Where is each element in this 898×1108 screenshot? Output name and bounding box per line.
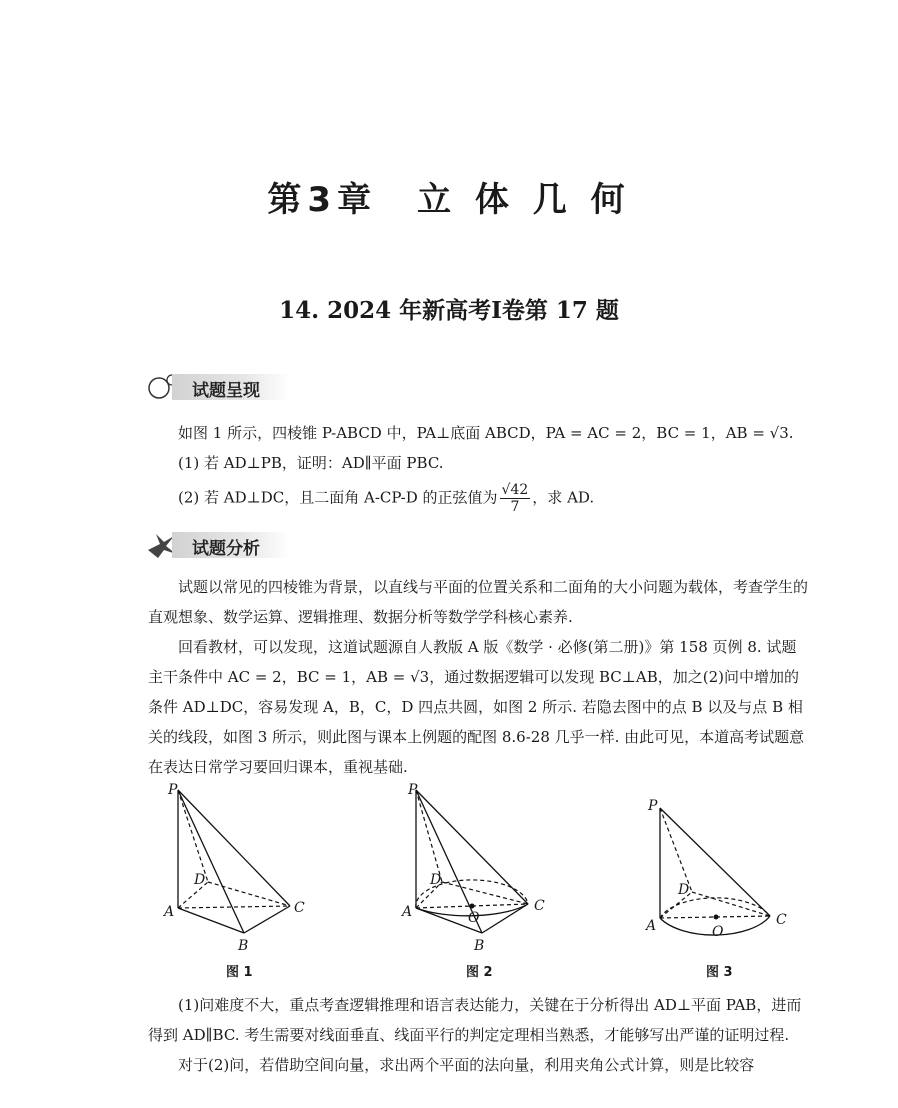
problem-line-3-tail: ，求 AD. bbox=[532, 488, 595, 507]
analysis-paragraph-2: 回看教材，可以发现，这道试题源自人教版 A 版《数学 · 必修(第二册)》第 158 页例 8. 试题主干条件中 AC = 2，BC = 1，AB = √3，通过数据逻辑可以发现 BC⊥AB，加之(2)问中增加的条件 AD⊥DC，容易发现 A，B，C，D 四点共圆，如图 2 所示. 若隐去图中的点 B 以及与点 B 相关的线段，如图 3 所示，则此图与课本上例题的配图 8.6-28 几乎一样. 由此可见，本道高考试题意在表达日常学习要回归课本，重视基础. bbox=[148, 638, 805, 776]
problem-statement bbox=[178, 418, 808, 515]
section-label: 试题呈现 bbox=[192, 381, 260, 401]
fraction-numerator: √42 bbox=[501, 482, 529, 498]
label-C: C bbox=[534, 898, 545, 914]
label-D: D bbox=[678, 882, 690, 898]
label-P: P bbox=[408, 782, 418, 798]
label-A: A bbox=[164, 904, 175, 920]
label-C: C bbox=[294, 900, 305, 916]
figure-3 bbox=[644, 798, 787, 980]
problem-line-3 bbox=[178, 482, 808, 515]
label-P: P bbox=[168, 782, 178, 798]
fraction-denominator: 7 bbox=[510, 499, 520, 515]
label-O: O bbox=[712, 924, 724, 940]
problem-title: 14. 2024 年新高考Ⅰ卷第 17 题 bbox=[279, 297, 619, 324]
analysis-paragraph-1: 试题以常见的四棱锥为背景，以直线与平面的位置关系和二面角的大小问题为载体，考查学生的直观想象、数学运算、逻辑推理、数据分析等数学学科核心素养. bbox=[148, 578, 809, 626]
problem-line-3-head: (2) 若 AD⊥DC，且二面角 A-CP-D 的正弦值为 bbox=[178, 488, 498, 507]
figure-2-caption: 图 2 bbox=[466, 965, 493, 980]
analysis-text-continued bbox=[148, 990, 810, 1080]
problem-line-2: (1) 若 AD⊥PB，证明：AD∥平面 PBC. bbox=[178, 454, 444, 472]
fraction bbox=[500, 482, 531, 515]
chapter-title: 第3章 立 体 几 何 bbox=[267, 180, 631, 220]
figures bbox=[150, 778, 830, 988]
problem-line-1: 如图 1 所示，四棱锥 P-ABCD 中，PA⊥底面 ABCD，PA = AC = 2，BC = 1，AB = √3. bbox=[178, 424, 794, 442]
section-header-problem bbox=[146, 374, 306, 400]
figure-1-caption: 图 1 bbox=[226, 965, 253, 980]
label-C: C bbox=[776, 912, 787, 928]
analysis-paragraph-3: (1)问难度不大，重点考查逻辑推理和语言表达能力，关键在于分析得出 AD⊥平面 PAB，进而得到 AD∥BC. 考生需要对线面垂直、线面平行的判定定理相当熟悉，才能够写出严谨的证明过程. bbox=[148, 996, 802, 1044]
analysis-paragraph-4: 对于(2)问，若借助空间向量，求出两个平面的法向量，利用夹角公式计算，则是比较容 bbox=[178, 1056, 755, 1074]
analysis-text bbox=[148, 572, 810, 782]
label-A: A bbox=[646, 918, 657, 934]
label-D: D bbox=[430, 872, 442, 888]
figure-1 bbox=[162, 782, 305, 980]
label-B: B bbox=[474, 938, 485, 954]
figure-3-caption: 图 3 bbox=[706, 965, 733, 980]
label-A: A bbox=[402, 904, 413, 920]
section-label: 试题分析 bbox=[192, 539, 260, 559]
label-B: B bbox=[238, 938, 249, 954]
label-P: P bbox=[648, 798, 658, 814]
label-D: D bbox=[194, 872, 206, 888]
label-O: O bbox=[468, 910, 480, 926]
section-header-analysis bbox=[146, 532, 306, 558]
figure-2 bbox=[400, 782, 545, 980]
